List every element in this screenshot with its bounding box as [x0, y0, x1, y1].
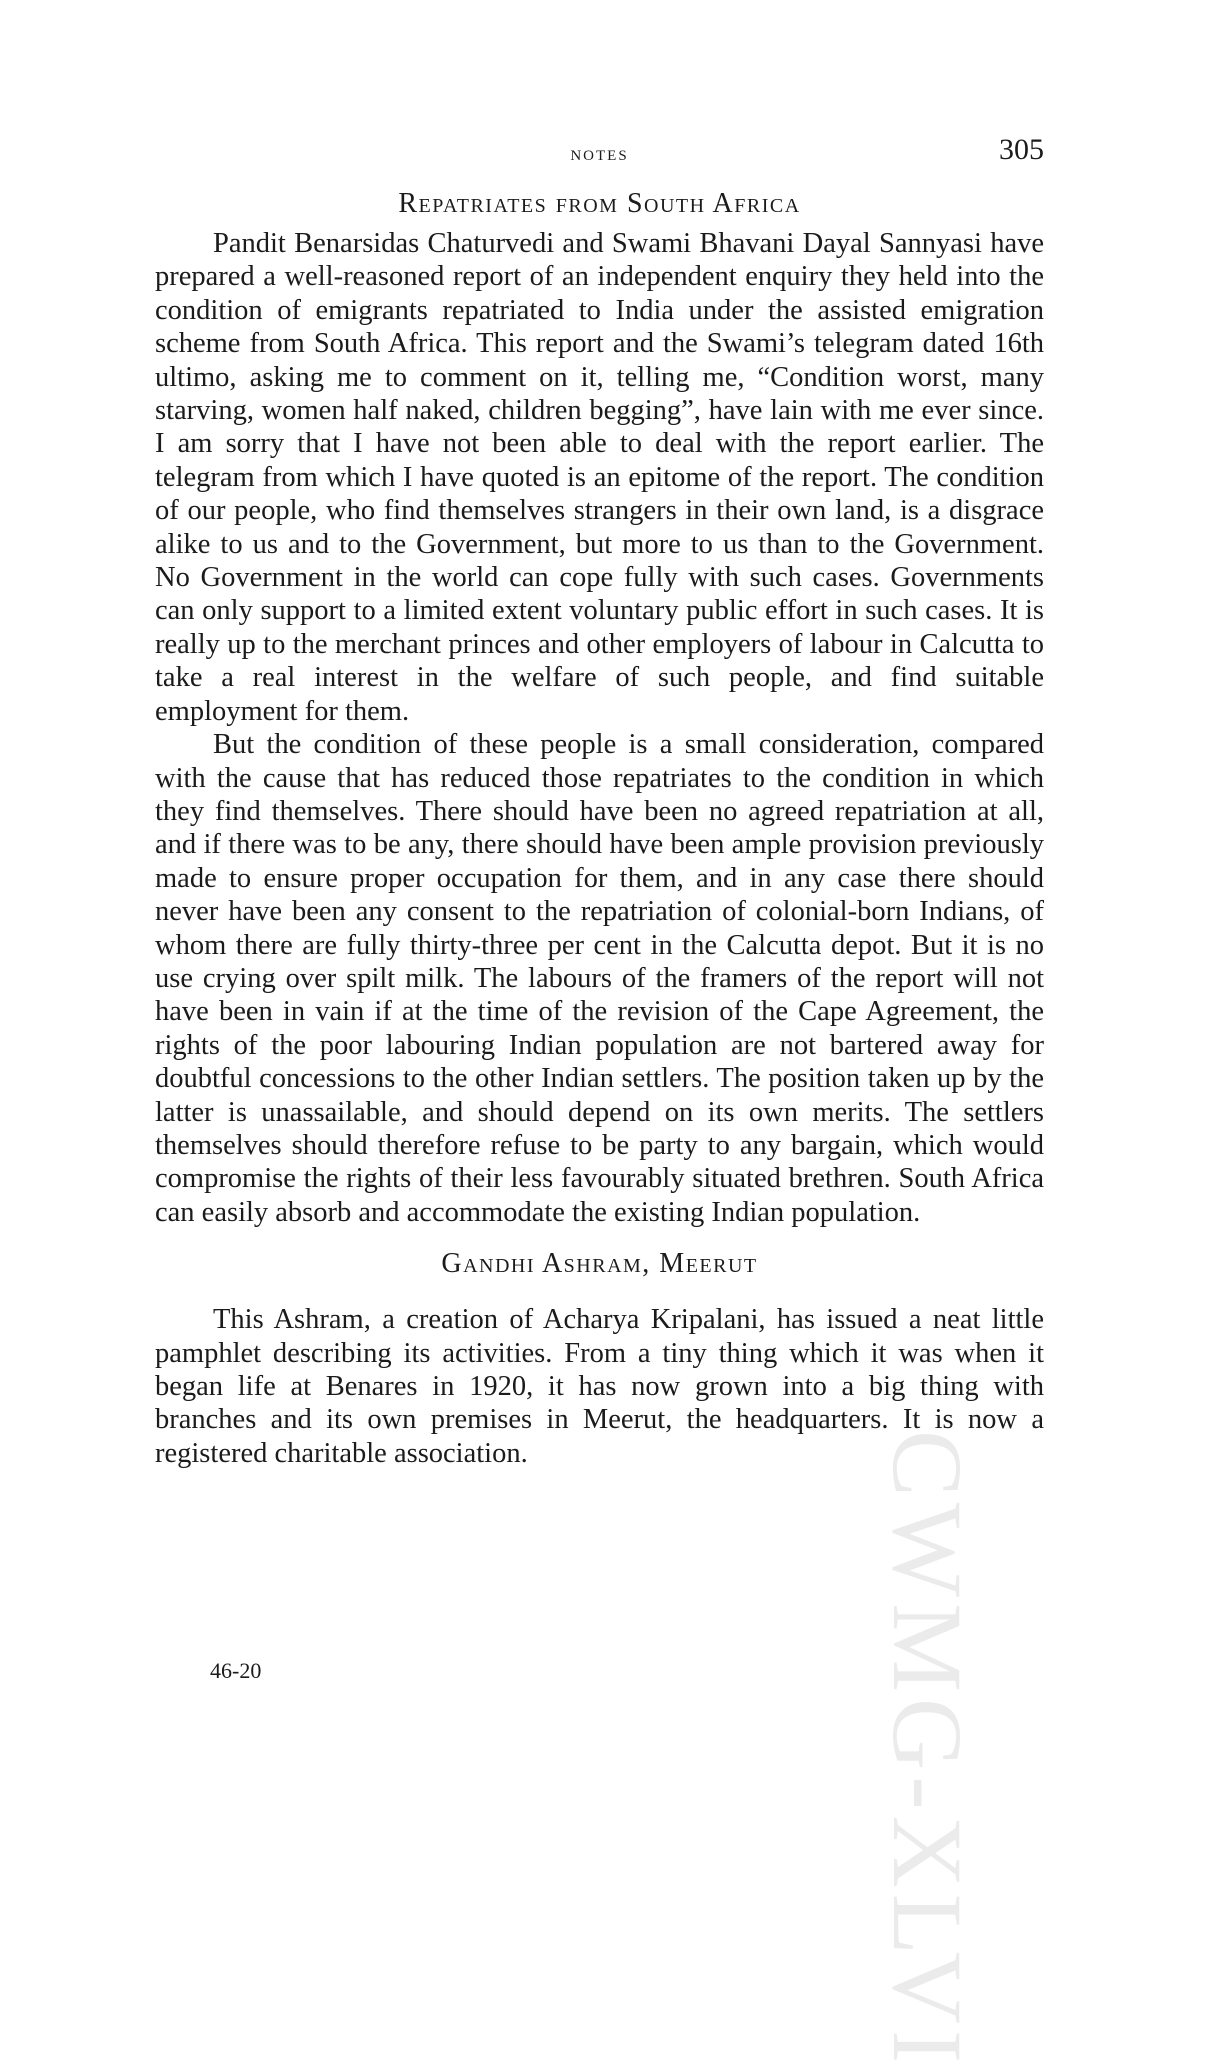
watermark: CWMG-XLVI — [872, 1430, 983, 2069]
text-block — [155, 185, 1044, 1470]
running-head — [155, 133, 1044, 173]
running-title: notes — [570, 141, 629, 165]
paragraph: This Ashram, a creation of Acharya Kripalani, has issued a neat little pamphlet describing its activities. From a tiny thing which it was when it began life at Benares in 1920, it has now grown into a big thing with branches and its own premises in Meerut, the headquarters. It is now a registered charitable association. — [155, 1304, 1044, 1469]
paragraph: But the condition of these people is a small consideration, compared with the cause that has reduced those repatriates to the condition in which they find themselves. There should have been no agreed repatriation at all, and if there was to be any, there should have been ample provision previously made to ensure proper occupation for them, and in any case there should never have been any consent to the repatriation of colonial-born Indians, of whom there are fully thirty-three per cent in the Calcutta depot. But it is no use crying over spilt milk. The labours of the framers of the report will not have been in vain if at the time of the revision of the Cape Agreement, the rights of the poor labouring Indian population are not bartered away for doubtful concessions to the other Indian settlers. The position taken up by the latter is unassailable, and should depend on its own merits. The settlers themselves should therefore refuse to be party to any bargain, which would compromise the rights of their less favourably situated brethren. South Africa can easily absorb and accommodate the existing Indian population. — [155, 729, 1044, 1228]
section-heading: Repatriates from South Africa — [398, 188, 801, 219]
page-signature: 46-20 — [210, 1658, 262, 1683]
paragraph: Pandit Benarsidas Chaturvedi and Swami Bhavani Dayal Sannyasi have prepared a well-reasoned report of an independent enquiry they held into the condition of emigrants repatriated to India under the assisted emigration scheme from South Africa. This report and the Swami’s telegram dated 16th ultimo, asking me to comment on it, telling me, “Condition worst, many starving, women half naked, children begging”, have lain with me ever since. I am sorry that I have not been able to deal with the report earlier. The telegram from which I have quoted is an epitome of the report. The condition of our people, who find themselves strangers in their own land, is a disgrace alike to us and to the Government, but more to us than to the Government. No Government in the world can cope fully with such cases. Governments can only support to a limited extent voluntary public effort in such cases. It is really up to the merchant princes and other employers of labour in Calcutta to take a real interest in the welfare of such people, and find suitable employment for them. — [155, 228, 1044, 727]
page-number: 305 — [999, 133, 1044, 166]
section-heading: Gandhi Ashram, Meerut — [441, 1248, 758, 1280]
